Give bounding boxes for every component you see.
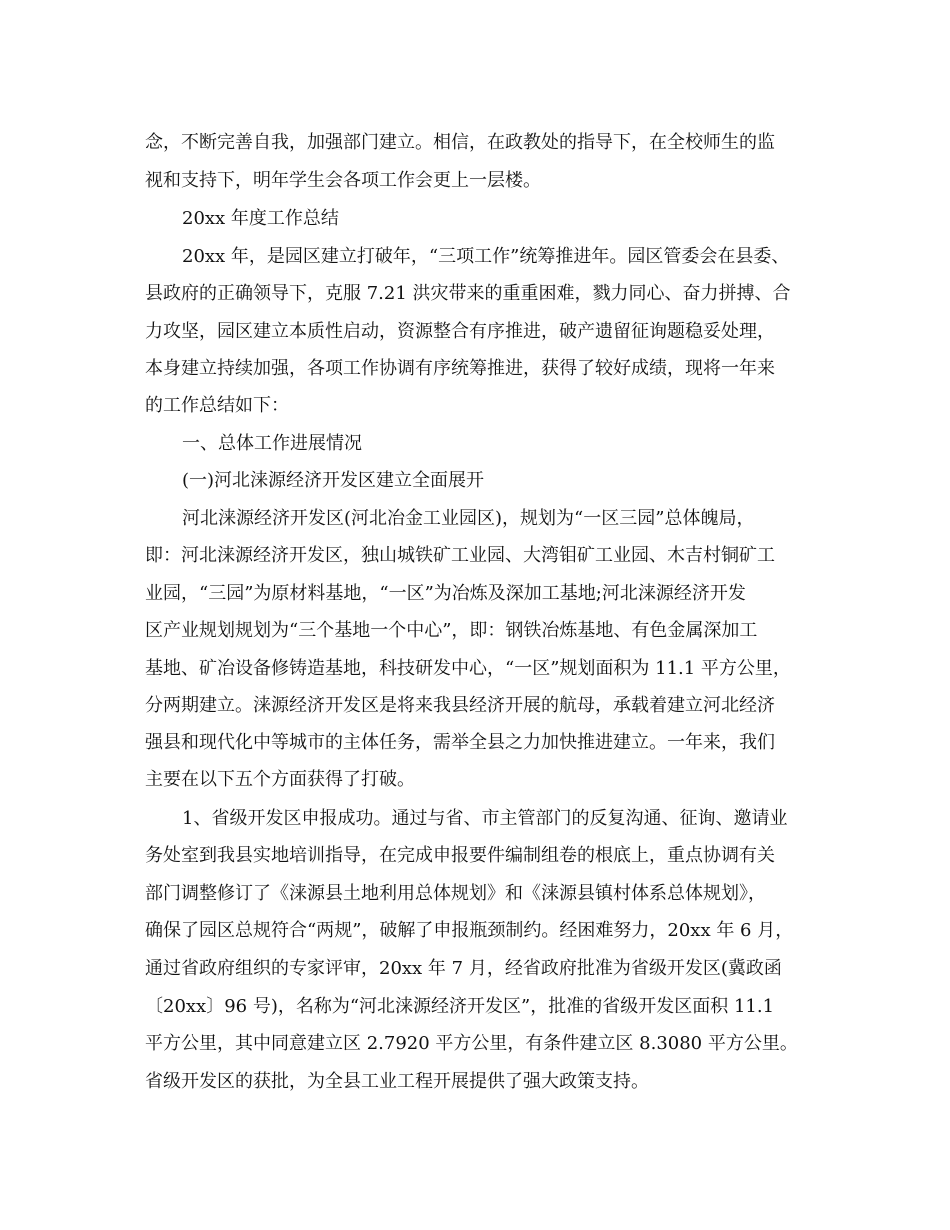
text-line-4: 20xx 年，是园区建立打破年，“三项工作”统筹推进年。园区管委会在县委、 [182,246,790,267]
text-line-16: 分两期建立。涞源经济开发区是将来我县经济开展的航母，承载着建立河北经济 [145,695,775,716]
text-line-6: 力攻坚，园区建立本质性启动，资源整合有序推进，破产遗留征询题稳妥处理， [145,321,775,342]
text-line-5: 县政府的正确领导下，克服 7.21 洪灾带来的重重困难，戮力同心、奋力拼搏、合 [145,283,791,304]
subheading-development-zone: (一)河北涞源经济开发区建立全面展开 [182,470,485,491]
text-line-25: 平方公里，其中同意建立区 2.7920 平方公里，有条件建立区 8.3080 平方公里。 [145,1033,798,1054]
text-line-13: 业园，“三园”为原材料基地，“一区”为冶炼及深加工基地;河北涞源经济开发 [145,583,746,604]
heading-overall-progress: 一、总体工作进展情况 [182,433,362,454]
text-line-7: 本身建立持续加强，各项工作协调有序统筹推进，获得了较好成绩，现将一年来 [145,358,775,379]
section-title: 20xx 年度工作总结 [182,208,339,229]
text-line-8: 的工作总结如下： [145,395,289,416]
text-line-18: 主要在以下五个方面获得了打破。 [145,769,415,790]
text-line-12: 即：河北涞源经济开发区，独山城铁矿工业园、大湾钼矿工业园、木吉村铜矿工 [145,545,775,566]
text-line-20: 务处室到我县实地培训指导，在完成申报要件编制组卷的根底上，重点协调有关 [145,845,775,866]
text-line-14: 区产业规划规划为“三个基地一个中心”，即：钢铁冶炼基地、有色金属深加工 [145,620,758,641]
text-line-21: 部门调整修订了《涞源县土地利用总体规划》和《涞源县镇村体系总体规划》， [145,883,766,904]
text-line-15: 基地、矿冶设备修铸造基地，科技研发中心，“一区”规划面积为 11.1 平方公里， [145,658,791,679]
text-line-19: 1、省级开发区申报成功。通过与省、市主管部门的反复沟通、征询、邀请业 [182,808,788,829]
text-line-17: 强县和现代化中等城市的主体任务，需举全县之力加快推进建立。一年来，我们 [145,732,775,753]
text-line-23: 通过省政府组织的专家评审，20xx 年 7 月，经省政府批准为省级开发区(冀政函 [145,958,782,979]
text-line-22: 确保了园区总规符合“两规”，破解了申报瓶颈制约。经困难努力，20xx 年 6 月， [145,920,794,941]
text-line-26: 省级开发区的获批，为全县工业工程开展提供了强大政策支持。 [145,1071,649,1092]
text-line-1: 念，不断完善自我，加强部门建立。相信，在政教处的指导下，在全校师生的监 [145,132,775,153]
text-line-11: 河北涞源经济开发区(河北冶金工业园区)，规划为“一区三园”总体魄局， [182,508,755,529]
text-line-2: 视和支持下，明年学生会各项工作会更上一层楼。 [145,170,541,191]
text-line-24: 〔20xx〕96 号)，名称为“河北涞源经济开发区”，批准的省级开发区面积 11.1 [145,996,775,1017]
